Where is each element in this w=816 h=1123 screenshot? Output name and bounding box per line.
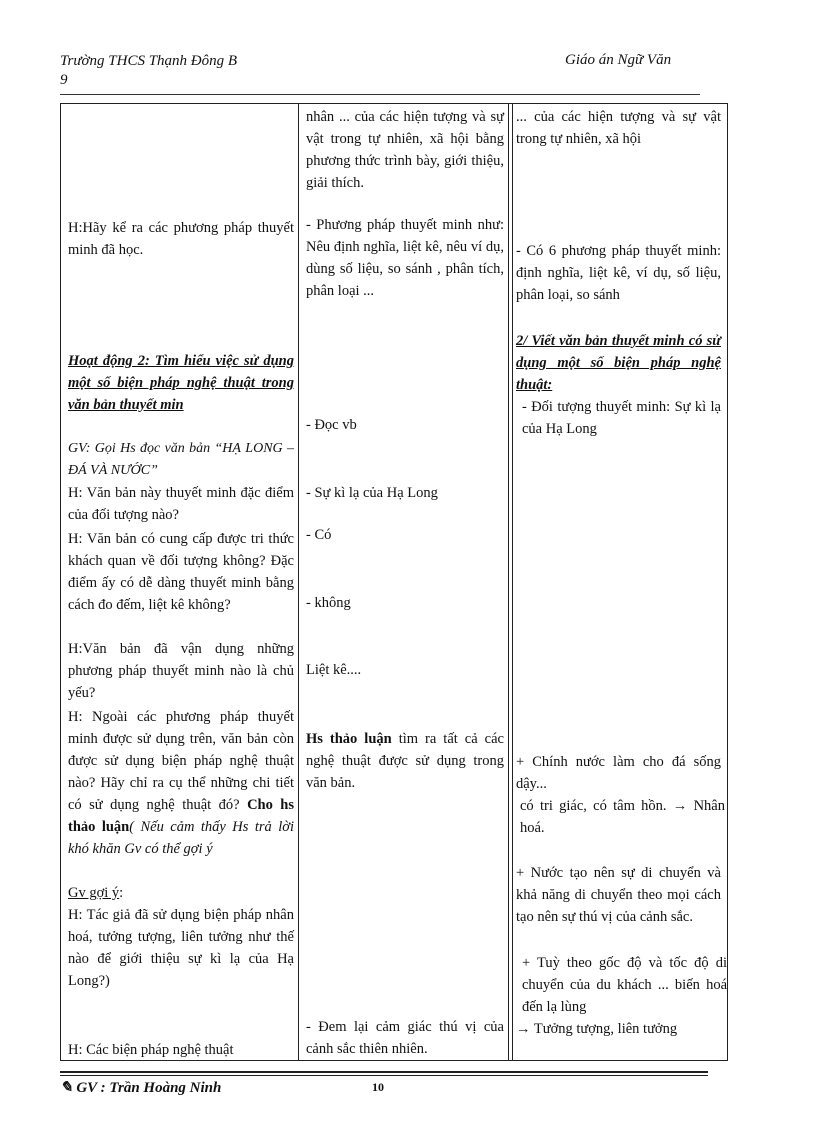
cell-r8-c3a: + Chính nước làm cho đá sống dậy... xyxy=(516,754,721,792)
cell-r1-c3: ... của các hiện tượng và sự vật trong tự nhiên, xã hội xyxy=(516,109,721,147)
cell-r7-c2: Liệt kê.... xyxy=(306,662,362,678)
cell-r8-c1 xyxy=(68,706,294,860)
cell-r6-c2a: - Có xyxy=(306,527,332,543)
cell-r6-c2b: - không xyxy=(306,595,351,611)
footer-rule-thick xyxy=(60,1071,708,1073)
activity-2-text: Hoạt động 2: Tìm hiểu việc sử dụng một số biện pháp nghệ thuật trong văn bản thuyết min xyxy=(68,353,294,413)
cell-r4-c2: - Đọc vb xyxy=(306,417,357,433)
discussion-label: Hs thảo luận xyxy=(306,731,392,747)
cell-r7-c1: H:Văn bản đã vận dụng những phương pháp thuyết minh nào là chủ yếu? xyxy=(68,641,294,701)
cell-r2-c2: - Phương pháp thuyết minh như: Nêu định nghĩa, liệt kê, nêu ví dụ, dùng số liệu, so sánh , phân tích, phân loại ... xyxy=(306,217,504,299)
cell-r6-c1: H: Văn bản có cung cấp được tri thức khách quan về đối tượng không? Đặc điểm ấy có dễ dàng thuyết minh bằng cách đo đếm, liệt kê không? xyxy=(68,531,294,613)
cell-r8-c3c: + Nước tạo nên sự di chuyển và khả năng di chuyển theo mọi cách tạo nên sự thú vị của cảnh sắc. xyxy=(516,865,721,925)
header-subject: Giáo án Ngữ Văn xyxy=(565,52,672,68)
hint-label: Gv gợi ý xyxy=(68,885,120,901)
cell-r5-c1: H: Văn bản này thuyết minh đặc điểm của đối tượng nào? xyxy=(68,485,294,523)
cell-r8-c3e: → Tưởng tượng, liên tưởng xyxy=(516,1021,678,1037)
discussion-text: tìm ra tất cả các nghệ thuật được sử dụng trong văn bản. xyxy=(306,731,504,791)
column-divider-1 xyxy=(298,104,299,1060)
cell-r3-c3 xyxy=(516,330,721,440)
cell-r4-c1: GV: Gọi Hs đọc văn bản “HẠ LONG – ĐÁ VÀ NƯỚC” xyxy=(68,441,294,478)
cell-r1-c2: nhân ... của các hiện tượng và sự vật trong tự nhiên, xã hội bằng phương thức trình bày, giới thiệu, giải thích. xyxy=(306,109,504,191)
cell-r9-c1 xyxy=(68,882,294,992)
activity-2-heading xyxy=(68,350,294,416)
section-2-body: - Đối tượng thuyết minh: Sự kì lạ của Hạ Long xyxy=(522,399,721,437)
footer-teacher: ✎ GV : Trần Hoàng Ninh xyxy=(60,1080,222,1096)
cell-r2-c3: - Có 6 phương pháp thuyết minh: định nghĩa, liệt kê, ví dụ, số liệu, phân loại, so sánh xyxy=(516,243,721,303)
lesson-table xyxy=(60,103,728,1061)
header-divider xyxy=(60,94,700,95)
section-2-heading: 2/ Viết văn bản thuyết minh có sử dụng một số biện pháp nghệ thuật: xyxy=(516,333,721,393)
cell-r8-c2 xyxy=(306,728,504,794)
question-art-techniques: H: Ngoài các phương pháp thuyết minh được sử dụng trên, văn bản còn được sử dụng biện pháp nghệ thuật nào? Hãy chỉ ra cụ thể những chi tiết có sử dụng nghệ thuật đó? xyxy=(68,709,294,813)
cell-r8-c3d: + Tuỳ theo gốc độ và tốc độ di chuyển của du khách ... biến hoá đến lạ lùng xyxy=(522,955,727,1015)
cell-r8-c3b: có tri giác, có tâm hồn. → Nhân hoá. xyxy=(520,798,725,836)
page-number: 10 xyxy=(372,1080,384,1094)
hint-colon: : xyxy=(119,885,124,901)
cell-r9-c2: - Đem lại cảm giác thú vị của cảnh sắc thiên nhiên. xyxy=(306,1019,504,1057)
cell-r10-c1: H: Các biện pháp nghệ thuật xyxy=(68,1042,234,1058)
discussion-instruction: Cho hs thảo luận xyxy=(68,797,295,835)
grade: 9 xyxy=(60,72,68,88)
footer-rule-thin xyxy=(60,1075,708,1076)
school-name: Trường THCS Thạnh Đông B xyxy=(60,53,238,69)
cell-r5-c2: - Sự kì lạ của Hạ Long xyxy=(306,485,438,501)
cell-r2-c1: H:Hãy kể ra các phương pháp thuyết minh đã học. xyxy=(68,220,294,258)
hint-question: H: Tác giả đã sử dụng biện pháp nhân hoá, tưởng tượng, liên tưởng như thế nào để giới thiệu sự kì lạ của Hạ Long?) xyxy=(68,907,294,989)
column-divider-2 xyxy=(508,104,513,1060)
header-school xyxy=(60,52,237,90)
discussion-note: ( Nếu cảm thấy Hs trả lời khó khăn Gv có thể gợi ý xyxy=(68,819,295,857)
